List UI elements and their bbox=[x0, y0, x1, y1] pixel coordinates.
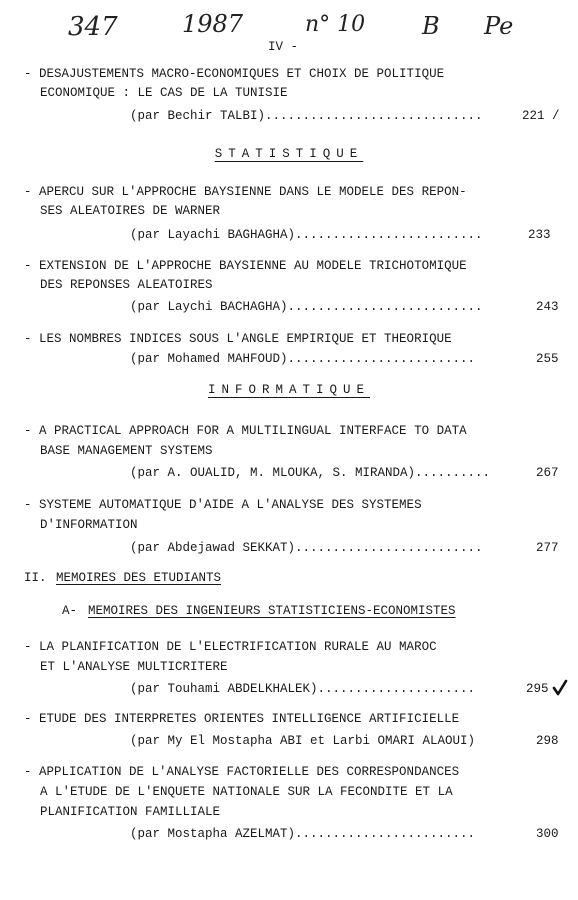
entry-title-line: A L'ETUDE DE L'ENQUETE NATIONALE SUR LA FECONDITE ET LA bbox=[40, 785, 453, 799]
section-title-statistique: STATISTIQUE bbox=[214, 147, 364, 161]
entry-title-line: - LES NOMBRES INDICES SOUS L'ANGLE EMPIRIQUE ET THEORIQUE bbox=[24, 332, 452, 346]
subsection-prefix: A- bbox=[62, 604, 78, 618]
entry-title-line: - DESAJUSTEMENTS MACRO-ECONOMIQUES ET CHOIX DE POLITIQUE bbox=[24, 67, 445, 81]
handwritten-b: B bbox=[422, 12, 440, 40]
entry-page-number: 221 / bbox=[522, 109, 560, 123]
part-title: MEMOIRES DES ETUDIANTS bbox=[56, 571, 222, 585]
entry-title-line: - ETUDE DES INTERPRETES ORIENTES INTELLIGENCE ARTIFICIELLE bbox=[24, 712, 460, 726]
entry-page-number: 243 bbox=[536, 300, 559, 314]
handwritten-pe: Pe bbox=[484, 12, 514, 40]
entry-title-line: - LA PLANIFICATION DE L'ELECTRIFICATION RURALE AU MAROC bbox=[24, 640, 437, 654]
entry-title-line: - A PRACTICAL APPROACH FOR A MULTILINGUAL INTERFACE TO DATA bbox=[24, 424, 467, 438]
entry-page-number: 255 bbox=[536, 352, 559, 366]
entry-page-number: 233 bbox=[528, 228, 551, 242]
entry-title-line: DES REPONSES ALEATOIRES bbox=[40, 278, 213, 292]
entry-author: (par My El Mostapha ABI et Larbi OMARI ALAOUI) bbox=[130, 734, 476, 748]
entry-page-number: 298 bbox=[536, 734, 559, 748]
part-number: II. bbox=[24, 571, 47, 585]
checkmark-icon bbox=[552, 679, 568, 697]
handwritten-ref: 347 bbox=[68, 12, 118, 42]
entry-page-number: 277 bbox=[536, 541, 559, 555]
entry-title-line: D'INFORMATION bbox=[40, 518, 138, 532]
entry-author: (par Touhami ABDELKHALEK)..................... bbox=[130, 682, 476, 696]
entry-author: (par Abdejawad SEKKAT)......................... bbox=[130, 541, 483, 555]
entry-title-line: SES ALEATOIRES DE WARNER bbox=[40, 204, 221, 218]
handwritten-year: 1987 bbox=[182, 10, 244, 38]
entry-author: (par A. OUALID, M. MLOUKA, S. MIRANDA).......... bbox=[130, 466, 491, 480]
entry-title-line: - APERCU SUR L'APPROCHE BAYSIENNE DANS LE MODELE DES REPON- bbox=[24, 185, 467, 199]
entry-title-line: - SYSTEME AUTOMATIQUE D'AIDE A L'ANALYSE DES SYSTEMES bbox=[24, 498, 422, 512]
entry-author: (par Bechir TALBI)............................. bbox=[130, 109, 483, 123]
entry-title-line: - EXTENSION DE L'APPROCHE BAYSIENNE AU MODELE TRICHOTOMIQUE bbox=[24, 259, 467, 273]
entry-title-line: ET L'ANALYSE MULTICRITERE bbox=[40, 660, 228, 674]
entry-title-line: - APPLICATION DE L'ANALYSE FACTORIELLE DES CORRESPONDANCES bbox=[24, 765, 460, 779]
entry-page-number: 295 bbox=[526, 682, 549, 696]
entry-author: (par Mostapha AZELMAT)........................ bbox=[130, 827, 476, 841]
entry-page-number: 267 bbox=[536, 466, 559, 480]
entry-author: (par Mohamed MAHFOUD)......................... bbox=[130, 352, 476, 366]
entry-page-number: 300 bbox=[536, 827, 559, 841]
entry-title-line: ECONOMIQUE : LE CAS DE LA TUNISIE bbox=[40, 86, 288, 100]
entry-title-line: BASE MANAGEMENT SYSTEMS bbox=[40, 444, 213, 458]
section-title-informatique: INFORMATIQUE bbox=[207, 383, 370, 397]
entry-author: (par Laychi BACHAGHA).......................... bbox=[130, 300, 483, 314]
subsection-title: MEMOIRES DES INGENIEURS STATISTICIENS-ECONOMISTES bbox=[88, 604, 456, 618]
entry-title-line: PLANIFICATION FAMILLIALE bbox=[40, 805, 221, 819]
handwritten-issue: n° 10 bbox=[305, 12, 366, 37]
page-number: IV - bbox=[268, 40, 299, 54]
entry-author: (par Layachi BAGHAGHA)......................... bbox=[130, 228, 483, 242]
